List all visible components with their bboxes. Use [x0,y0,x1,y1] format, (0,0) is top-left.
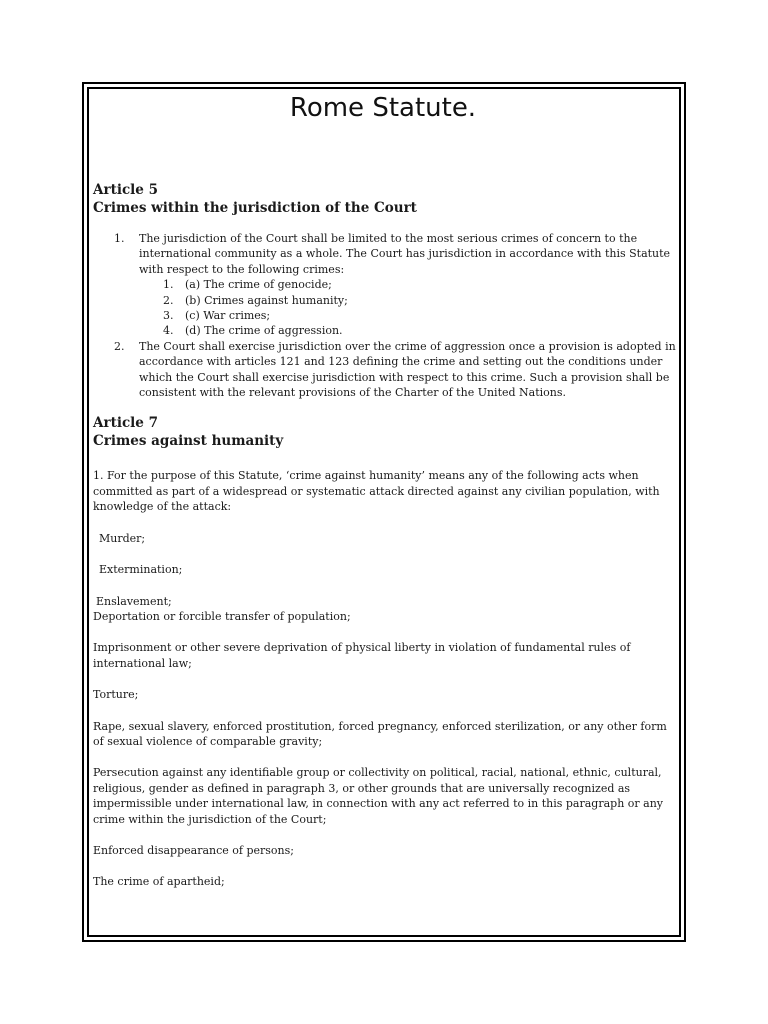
sublist-item-text: (d) The crime of aggression. [185,324,343,338]
list-item-text: The Court shall exercise jurisdiction over the crime of aggression once a provision is adopted in accordance with articles 121 and 123 defining the crime and setting out the conditions under which the Court shall exercise jurisdiction with respect to this crime. Such a provision shall be consistent with the relevant provisions of the Charter of the United Nations. [139,339,676,400]
sublist-item-number: 4. [163,324,174,338]
article-5-list [93,231,678,400]
act-item: Enslavement; [96,594,172,608]
sublist-item-text: (c) War crimes; [185,309,271,323]
crimes-sublist [139,277,678,339]
sublist-item-text: (b) Crimes against humanity; [185,293,348,307]
sublist-item [139,277,678,292]
sublist-item-number: 2. [163,293,174,307]
article-7-intro: 1. For the purpose of this Statute, ‘crime against humanity’ means any of the following acts when committed as part of a widespread or systematic attack directed against any civilian population, with knowledge of the attack: [93,469,660,514]
act-item: The crime of apartheid; [93,875,225,889]
article-7-heading: Crimes against humanity [93,433,284,450]
list-item-text: The jurisdiction of the Court shall be limited to the most serious crimes of concern to the international community as a whole. The Court has jurisdiction in accordance with this Statute with respect to the following crimes: [139,232,671,276]
act-item: Rape, sexual slavery, enforced prostitution, forced pregnancy, enforced sterilization, or any other form of sexual violence of comparable gravity; [93,719,667,748]
sublist-item [139,293,678,308]
act-item: Torture; [93,688,139,702]
act-item: Persecution against any identifiable group or collectivity on political, racial, national, ethnic, cultural, religious, gender as defined in paragraph 3, or other grounds that are universally recognized as impermissible under international law, in connection with any act referred to in this paragraph or any crime within the jurisdiction of the Court; [93,766,664,826]
document-title: Rome Statute. [289,93,477,123]
article-5-number: Article 5 [93,182,158,198]
document-body [93,88,678,890]
act-item: Murder; [99,531,146,545]
act-item: Extermination; [99,563,183,577]
article-5-heading: Crimes within the jurisdiction of the Court [93,200,417,216]
act-item: Enforced disappearance of persons; [93,843,294,857]
article-5 [93,181,678,400]
article-7 [93,414,678,889]
list-item-number: 1. [114,232,125,245]
act-item: Deportation or forcible transfer of population; [93,609,351,623]
act-item: Imprisonment or other severe deprivation of physical liberty in violation of fundamental rules of international law; [93,641,631,670]
sublist-item [139,308,678,323]
sublist-item [139,323,678,338]
sublist-item-number: 1. [163,278,174,292]
list-item-number: 2. [114,339,125,353]
sublist-item-text: (a) The crime of genocide; [185,278,332,292]
sublist-item-number: 3. [163,309,174,323]
article-5-item-2 [93,339,678,401]
article-7-number: Article 7 [93,415,158,432]
article-5-item-1 [93,231,678,339]
